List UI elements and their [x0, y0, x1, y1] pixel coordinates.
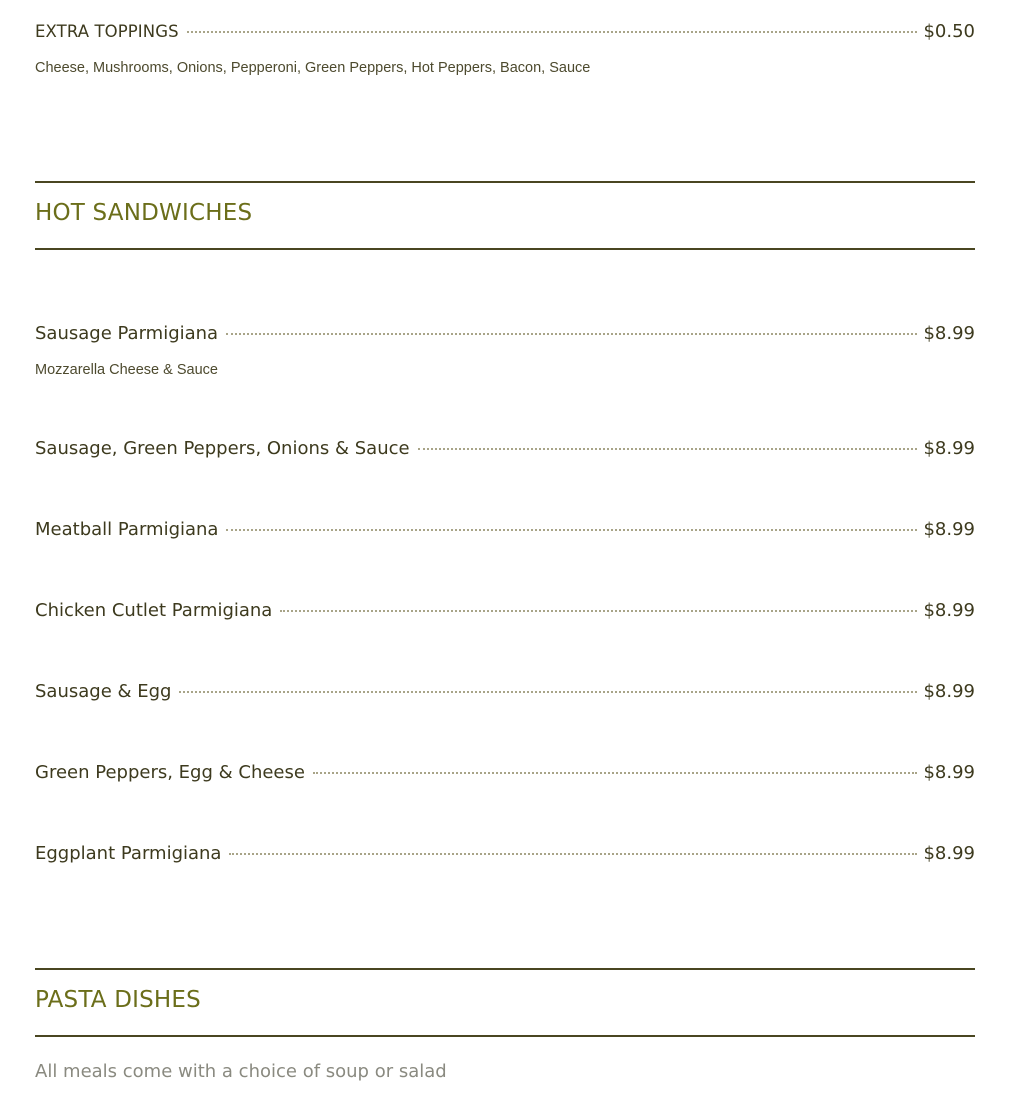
dotted-leader	[280, 610, 917, 612]
section-divider-bottom	[35, 248, 975, 250]
item-price: $8.99	[923, 519, 975, 540]
item-name: Sausage Parmigiana	[35, 323, 219, 344]
menu-item	[35, 323, 975, 345]
item-price: $0.50	[923, 21, 975, 42]
item-price: $8.99	[923, 762, 975, 783]
menu-item	[35, 762, 975, 784]
dotted-leader	[313, 772, 918, 774]
menu-item	[35, 519, 975, 541]
menu-item	[35, 843, 975, 865]
item-name: Sausage, Green Peppers, Onions & Sauce	[35, 438, 410, 459]
dotted-leader	[226, 333, 917, 335]
section-title-hot-sandwiches: HOT SANDWICHES	[35, 200, 253, 226]
dotted-leader	[418, 448, 918, 450]
item-description: Mozzarella Cheese & Sauce	[35, 362, 218, 378]
item-price: $8.99	[923, 600, 975, 621]
menu-item	[35, 438, 975, 460]
item-name: Chicken Cutlet Parmigiana	[35, 600, 273, 621]
menu-item	[35, 600, 975, 622]
item-name: Meatball Parmigiana	[35, 519, 219, 540]
item-name: Sausage & Egg	[35, 681, 172, 702]
section-divider-top	[35, 181, 975, 183]
item-name: Eggplant Parmigiana	[35, 843, 222, 864]
item-price: $8.99	[923, 681, 975, 702]
item-name: Green Peppers, Egg & Cheese	[35, 762, 305, 783]
section-title-pasta-dishes: PASTA DISHES	[35, 987, 201, 1013]
section-divider-bottom	[35, 1035, 975, 1037]
menu-item	[35, 681, 975, 703]
section-note: All meals come with a choice of soup or salad	[35, 1061, 447, 1082]
dotted-leader	[187, 31, 918, 33]
item-price: $8.99	[923, 323, 975, 344]
section-divider-top	[35, 968, 975, 970]
item-name: EXTRA TOPPINGS	[35, 22, 179, 41]
dotted-leader	[226, 529, 917, 531]
item-description: Cheese, Mushrooms, Onions, Pepperoni, Green Peppers, Hot Peppers, Bacon, Sauce	[35, 60, 591, 76]
menu-item-extra-toppings	[35, 21, 975, 43]
dotted-leader	[179, 691, 917, 693]
dotted-leader	[229, 853, 917, 855]
item-price: $8.99	[923, 438, 975, 459]
item-price: $8.99	[923, 843, 975, 864]
